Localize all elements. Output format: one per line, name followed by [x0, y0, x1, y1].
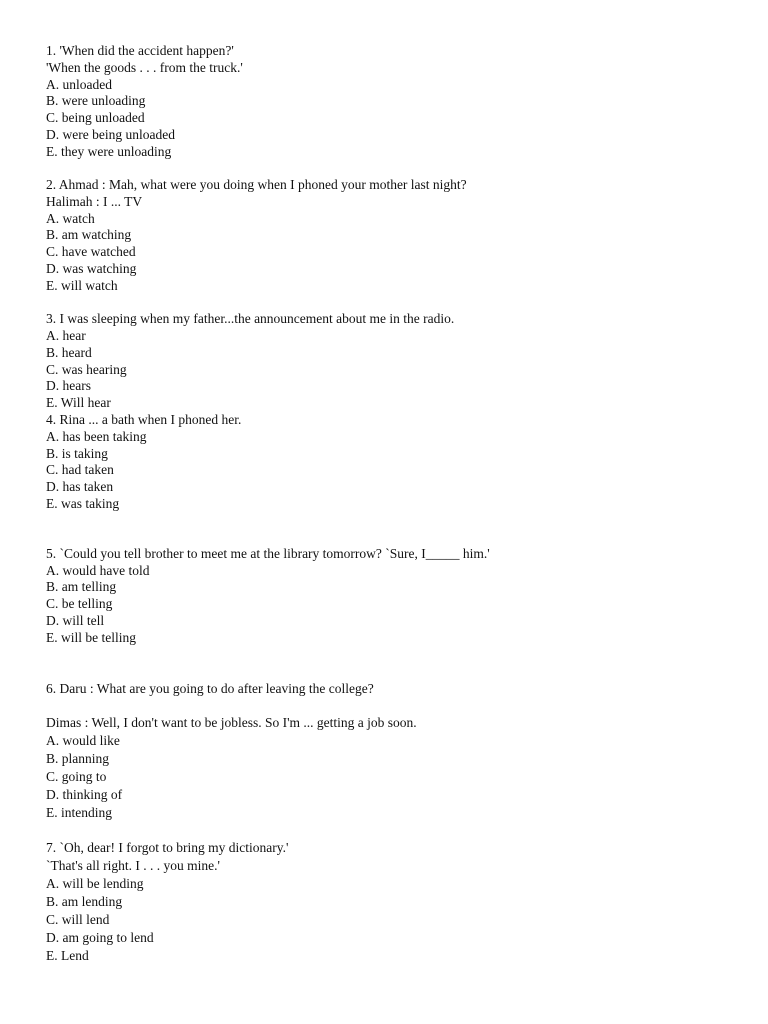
- question-5-option-c: C. be telling: [46, 596, 113, 612]
- question-4-prompt: 4. Rina ... a bath when I phoned her.: [46, 411, 242, 427]
- question-7-sentence: `That's all right. I . . . you mine.': [46, 857, 220, 873]
- question-4-option-d: D. has taken: [46, 479, 114, 495]
- question-5-option-d: D. will tell: [46, 612, 105, 628]
- question-6-option-e: E. intending: [46, 805, 112, 820]
- question-7-option-e: E. Lend: [46, 947, 89, 963]
- question-6-option-b: B. planning: [46, 751, 109, 766]
- question-1-sentence: 'When the goods . . . from the truck.': [46, 59, 243, 75]
- question-6-sentence: Dimas : Well, I don't want to be jobless. So I'm ... getting a job soon.: [46, 715, 417, 730]
- question-1-option-c: C. being unloaded: [46, 110, 145, 126]
- question-2-option-d: D. was watching: [46, 261, 137, 277]
- question-3-prompt: 3. I was sleeping when my father...the announcement about me in the radio.: [46, 311, 455, 327]
- question-3-option-d: D. hears: [46, 378, 91, 394]
- question-3-option-c: C. was hearing: [46, 361, 127, 377]
- question-6-option-d: D. thinking of: [46, 787, 123, 802]
- question-5-option-e: E. will be telling: [46, 629, 136, 645]
- quiz-document: [46, 43, 746, 965]
- question-5: [46, 546, 746, 647]
- question-1-option-d: D. were being unloaded: [46, 126, 175, 142]
- question-4-option-a: A. has been taking: [46, 428, 147, 444]
- question-4: [46, 412, 746, 513]
- question-1-option-e: E. they were unloading: [46, 143, 172, 159]
- question-3-option-b: B. heard: [46, 344, 92, 360]
- question-1-option-b: B. were unloading: [46, 93, 146, 109]
- question-6-option-a: A. would like: [46, 733, 120, 748]
- question-6: [46, 680, 746, 823]
- question-4-option-c: C. had taken: [46, 462, 114, 478]
- question-6-prompt: 6. Daru : What are you going to do after leaving the college?: [46, 680, 374, 696]
- question-2-option-a: A. watch: [46, 210, 95, 226]
- question-3: [46, 311, 746, 412]
- question-5-option-b: B. am telling: [46, 579, 117, 595]
- question-2: [46, 177, 746, 295]
- question-3-option-a: A. hear: [46, 327, 86, 343]
- question-1-option-a: A. unloaded: [46, 76, 112, 92]
- question-6-option-c: C. going to: [46, 769, 107, 784]
- question-1: [46, 43, 746, 161]
- question-7-option-a: A. will be lending: [46, 875, 144, 891]
- question-2-sentence: Halimah : I ... TV: [46, 193, 143, 209]
- question-4-option-e: E. was taking: [46, 495, 120, 511]
- question-2-prompt: 2. Ahmad : Mah, what were you doing when I phoned your mother last night?: [46, 177, 467, 193]
- question-4-option-b: B. is taking: [46, 445, 108, 461]
- question-7-option-b: B. am lending: [46, 893, 123, 909]
- question-5-option-a: A. would have told: [46, 562, 150, 578]
- question-3-option-e: E. Will hear: [46, 395, 111, 411]
- question-7-prompt: 7. `Oh, dear! I forgot to bring my dictionary.': [46, 839, 289, 855]
- question-7-option-c: C. will lend: [46, 911, 110, 927]
- question-2-option-b: B. am watching: [46, 227, 132, 243]
- question-7-option-d: D. am going to lend: [46, 929, 154, 945]
- question-2-option-c: C. have watched: [46, 244, 136, 260]
- question-2-option-e: E. will watch: [46, 277, 118, 293]
- question-1-prompt: 1. 'When did the accident happen?': [46, 43, 234, 58]
- question-5-prompt: 5. `Could you tell brother to meet me at the library tomorrow? `Sure, I_____ him.': [46, 545, 490, 561]
- question-7: [46, 839, 746, 965]
